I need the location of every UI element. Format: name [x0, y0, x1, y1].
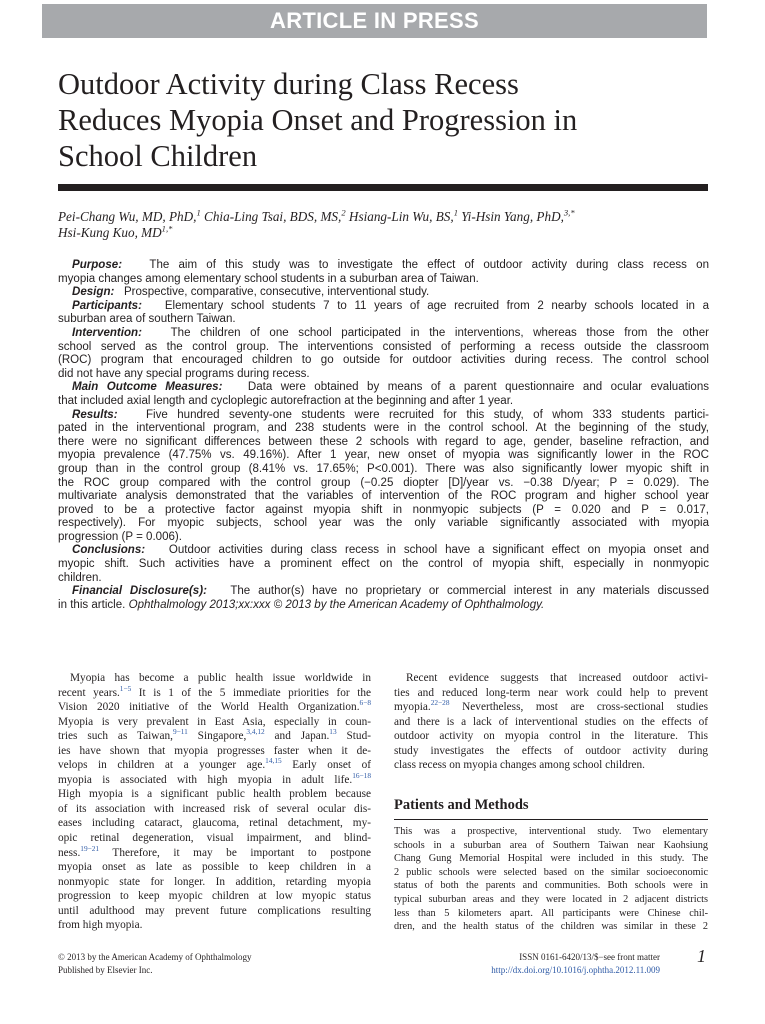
journal-citation: Ophthalmology 2013;xx:xxx © 2013 by the American Academy of Ophthalmology. — [128, 598, 545, 611]
body-text: velops in children at a younger age. — [58, 759, 266, 772]
abstract-text: multivariate analysis demonstrated that the variables of intervention of the ROC program and higher school year — [58, 490, 709, 503]
abstract-text: respectively). For myopic subjects, school year was the only variable significantly associated with myopia — [58, 517, 709, 530]
abstract-text: children. — [58, 571, 102, 584]
abstract-text: Elementary school students 7 to 11 years of age recruited from 2 nearby schools located in a — [164, 299, 710, 312]
intro-right-column — [394, 671, 708, 773]
abstract-text: pated in the interventional program, and 238 students were in the control school. At the beginning of the study, — [58, 422, 709, 435]
title-line: School Children — [58, 139, 258, 173]
abstract-label: Conclusions: — [72, 544, 146, 557]
title-line: Outdoor Activity during Class Recess — [58, 67, 519, 101]
author-name: Yi-Hsin Yang, PhD, — [458, 209, 564, 224]
abstract-text: that included axial length and cycloplegic autorefraction at the beginning and after 1 year. — [58, 394, 514, 407]
author-name: Hsi-Kung Kuo, MD — [58, 225, 162, 240]
body-text-line: outdoor activity on myopia control in the literature. This — [394, 730, 708, 743]
copyright-text: © 2013 by the American Academy of Ophthalmology — [58, 952, 252, 962]
abstract-label: Financial Disclosure(s): — [72, 585, 207, 598]
body-text-line: Recent evidence suggests that increased outdoor activi- — [406, 672, 708, 684]
title-line: Reduces Myopia Onset and Progression in — [58, 103, 578, 137]
body-text-line: study investigates the effects of outdoor activity during — [394, 744, 708, 757]
body-text: Early onset of — [281, 759, 371, 772]
article-in-press-banner: ARTICLE IN PRESS — [42, 4, 707, 38]
body-text: Vision 2020 initiative of the World Health Organization. — [58, 701, 360, 714]
body-text-line: Chang Gung Memorial Hospital were included in this study. The — [394, 853, 708, 865]
body-text-line: ies have shown that myopia progresses faster when it de- — [58, 744, 371, 757]
author-name: Hsiang-Lin Wu, BS, — [345, 209, 454, 224]
abstract-text: The children of one school participated in the interventions, whereas those from the other — [170, 326, 709, 339]
citation-link[interactable]: 22−28 — [430, 698, 450, 708]
body-text-line: Myopia has become a public health issue worldwide in — [70, 672, 371, 684]
abstract-text: myopia changes among elementary school students in a suburban area of Taiwan. — [58, 272, 479, 285]
abstract-text: Prospective, comparative, consecutive, interventional study. — [123, 286, 430, 299]
abstract-label: Participants: — [72, 299, 142, 312]
author-list — [58, 209, 708, 241]
body-text: Singapore, — [187, 730, 247, 743]
citation-link[interactable]: 9−11 — [172, 727, 188, 737]
methods-column — [394, 825, 708, 934]
body-text-line: from high myopia. — [58, 919, 143, 932]
body-text: recent years. — [58, 686, 120, 699]
abstract-label: Intervention: — [72, 326, 142, 339]
doi-link[interactable]: http://dx.doi.org/10.1016/j.ophtha.2012.11.009 — [491, 965, 660, 975]
affiliation-mark: 1,* — [161, 223, 173, 234]
abstract-text: myopic shift. Such activities have a prominent effect on the control of myopia shift, especially in nonmyopic — [58, 558, 709, 571]
abstract-text: there were no significant differences between these 2 schools with regard to age, gender, baseline refraction, and — [58, 435, 709, 448]
section-heading: Patients and Methods — [394, 797, 529, 813]
page-number: 1 — [697, 946, 706, 966]
affiliation-mark: 3,* — [563, 207, 575, 218]
intro-left-column — [58, 671, 371, 933]
body-text-line: schools in a suburban area of Southern Taiwan near Kaohsiung — [394, 839, 708, 851]
abstract-text: (ROC) program that encouraged children to go outside for outdoor activities during recess. The control school — [58, 354, 709, 367]
body-text-line: nonmyopic state for longer. In addition, retarding myopia — [58, 875, 371, 888]
body-text-line: eases including cataract, glaucoma, retinal detachment, my- — [58, 817, 371, 830]
body-text: Therefore, it may be important to postpone — [99, 846, 371, 859]
abstract-text: in this article. — [58, 598, 126, 611]
body-text: myopia is associated with high myopia in adult life. — [58, 773, 353, 786]
body-text: ness. — [58, 846, 81, 859]
citation-link[interactable]: 6−8 — [359, 698, 371, 708]
abstract-text: school served as the control group. The interventions consisted of performing a recess outside the classroom — [58, 340, 709, 353]
body-text-line: ties and reduced long-term near work could help to prevent — [394, 686, 708, 699]
abstract-text: myopia prevalence (47.75% vs. 49.16%). After 1 year, new onset of myopia was significantly lower in the ROC — [58, 449, 709, 462]
affiliation-mark: 2 — [341, 207, 346, 218]
abstract-label: Main Outcome Measures: — [72, 381, 223, 394]
author-name: Pei-Chang Wu, MD, PhD, — [58, 209, 197, 224]
citation-link[interactable]: 16−18 — [352, 771, 371, 781]
publisher-text: Published by Elsevier Inc. — [58, 965, 153, 975]
footer-copyright — [58, 951, 252, 977]
abstract-text: suburban area of southern Taiwan. — [58, 313, 236, 326]
abstract-label: Design: — [72, 286, 115, 299]
abstract-text: The aim of this study was to investigate the effect of outdoor activity during class recess on — [149, 259, 709, 271]
affiliation-mark: 1 — [196, 207, 201, 218]
section-rule — [394, 819, 708, 820]
affiliation-mark: 1 — [453, 207, 458, 218]
citation-link[interactable]: 19−21 — [80, 843, 100, 853]
body-text-line: status of both the parents and communities. Both schools were in — [394, 880, 708, 892]
body-text: myopia. — [394, 701, 431, 714]
abstract-text: the ROC group compared with the control group (−0.25 diopter [D]/year vs. −0.38 D/year; P = 0.029). The — [58, 476, 709, 489]
abstract-text: Five hundred seventy-one students were recruited for this study, of whom 333 students partici- — [145, 408, 710, 421]
title-rule — [58, 184, 708, 191]
body-text-line: class recess on myopia changes among school children. — [394, 759, 645, 772]
citation-link[interactable]: 3,4,12 — [246, 727, 265, 737]
abstract-label: Purpose: — [72, 259, 123, 271]
abstract — [58, 259, 709, 612]
author-name: Chia-Ling Tsai, BDS, MS, — [200, 209, 342, 224]
body-text-line: and there is a lack of interventional studies on the effects of — [394, 715, 708, 728]
body-text: Stud- — [336, 730, 371, 743]
body-text-line: High myopia is a significant public health problem because — [58, 788, 371, 801]
abstract-text: progression (P = 0.006). — [58, 530, 182, 543]
abstract-text: Outdoor activities during class recess in school have a significant effect on myopia onset and — [168, 544, 709, 557]
issn-text: ISSN 0161-6420/13/$−see front matter — [519, 952, 660, 962]
abstract-text: The author(s) have no proprietary or commercial interest in any materials discussed — [230, 585, 709, 598]
body-text-line: dren, and the health status of the children was similar in these 2 — [394, 921, 708, 933]
body-text-line: Myopia is very prevalent in East Asia, especially in coun- — [58, 715, 371, 728]
body-text-line: myopia onset as late as possible to keep children in a — [58, 861, 371, 874]
abstract-text: did not have any special programs during recess. — [58, 367, 310, 380]
body-text-line: typical suburban areas and they were located in 2 adjacent districts — [394, 893, 708, 905]
citation-link[interactable]: 13 — [329, 727, 337, 737]
citation-link[interactable]: 1−5 — [119, 683, 132, 693]
abstract-text: proved to be a protective factor against myopia shift in nonmyopic subjects (P = 0.020 and P = 0.017, — [58, 503, 709, 516]
citation-link[interactable]: 14,15 — [265, 756, 282, 766]
article-title — [58, 66, 718, 174]
body-text-line: 2 public schools were selected based on the similar socioeconomic — [394, 866, 708, 878]
abstract-text: Data were obtained by means of a parent questionnaire and ocular evaluations — [247, 381, 710, 394]
footer-identifiers — [460, 951, 660, 977]
body-text: and Japan. — [264, 730, 330, 743]
body-text: It is 1 of the 5 immediate priorities for the — [131, 686, 371, 699]
body-text-line: This was a prospective, interventional study. Two elementary — [394, 826, 708, 837]
body-text-line: of its association with increased risk of several ocular dis- — [58, 802, 371, 815]
body-text-line: until adulthood may prevent future complications resulting — [58, 904, 371, 917]
body-text-line: less than 5 kilometers apart. All participants were Chinese chil- — [394, 907, 708, 919]
body-text-line: progression to keep myopic children at low myopic status — [58, 890, 371, 903]
abstract-text: group than in the control group (8.41% vs. 17.65%; P<0.001). There was also significantly lower myopic shift in — [58, 462, 709, 475]
body-text: tries such as Taiwan, — [58, 730, 173, 743]
body-text: Nevertheless, most are cross-sectional studies — [449, 701, 708, 714]
abstract-label: Results: — [72, 408, 118, 421]
body-text-line: opic retinal degeneration, visual impairment, and blind- — [58, 832, 371, 845]
